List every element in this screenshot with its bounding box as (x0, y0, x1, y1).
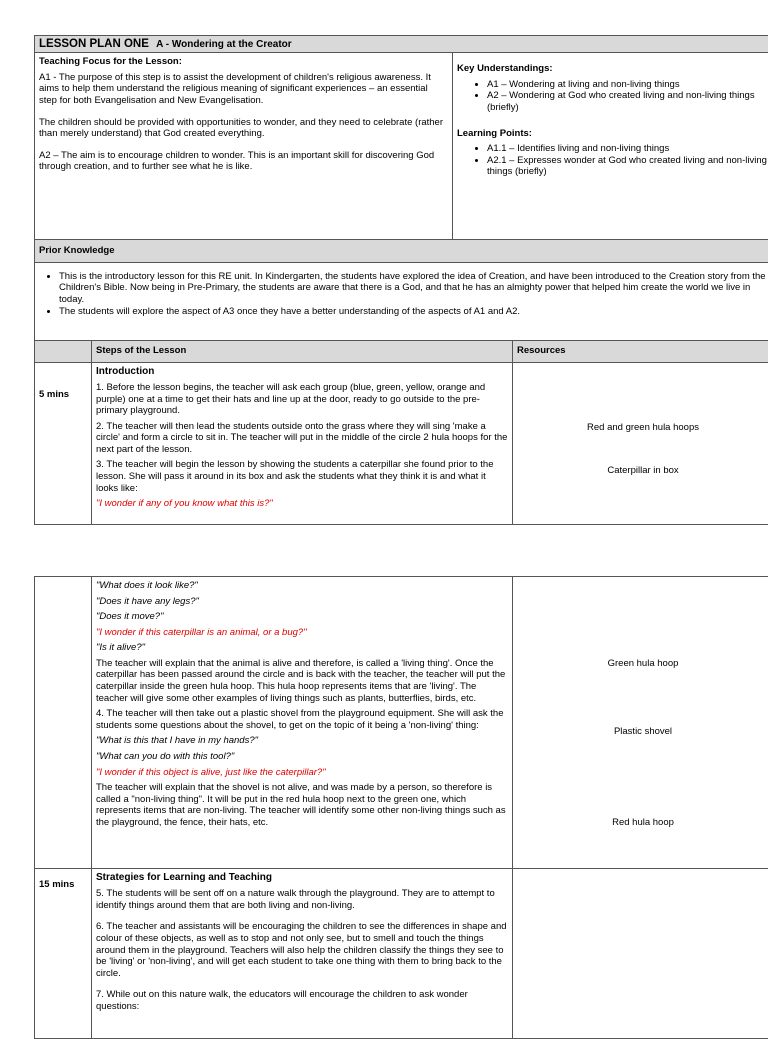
intro-heading: Introduction (96, 366, 508, 378)
intro-step: 3. The teacher will begin the lesson by showing the students a caterpillar she found prior to the lesson. She will pass it around in its box and ask the students what they think it is and what it looks like: (96, 459, 508, 494)
lesson-subtitle: A - Wondering at the Creator (156, 39, 292, 50)
focus-paragraph: A1 - The purpose of this step is to assist the development of children's religious awareness. It aims to help them understand the religious meaning of significant experiences – an essential step for both Evangelisation and New Evangelisation. (39, 72, 448, 107)
intro-time: 5 mins (35, 362, 92, 524)
learning-points-heading: Learning Points: (457, 128, 768, 140)
resource-item: Red hula hoop (517, 817, 768, 829)
step-text: 4. The teacher will then take out a plastic shovel from the playground equipment. She will ask the students some questions about the shovel, to get on the topic of it being a 'non-living' thing: (96, 708, 508, 731)
time-cell-empty (35, 577, 92, 869)
lesson-title-bar (35, 36, 768, 53)
continued-resources-cell (513, 577, 768, 869)
strategies-time: 15 mins (35, 869, 92, 1039)
explanation-text: The teacher will explain that the shovel is not alive, and was made by a person, so therefore is called a "non-living thing". It will be put in the red hula hoop next to the green one, which represents items that are non-living. The teacher will identify some other non-living things such as the playground, the fence, their hats, etc. (96, 782, 508, 828)
strategies-heading: Strategies for Learning and Teaching (96, 872, 508, 884)
prior-knowledge-heading: Prior Knowledge (35, 240, 768, 263)
prior-knowledge-list (39, 271, 768, 317)
strategy-step: 6. The teacher and assistants will be encouraging the children to see the differences in shape and colour of these objects, as well as to stop and not only see, but to smell and touch the things around them in the playground. Teachers will also help the children classify the things they see to be 'living' or 'non-living', and will get each student to take one thing with them to bring back to the circle. (96, 921, 508, 979)
intro-step: 2. The teacher will then lead the students outside onto the grass where they will sing 'make a circle' and form a circle to sit in. The teacher will put in the middle of the circle 2 hula hoops for the next part of the lesson. (96, 421, 508, 456)
question-text: "What can you do with this tool?" (96, 751, 508, 763)
learning-points-list (457, 143, 768, 178)
strategy-step: 5. The students will be sent off on a nature walk through the playground. They are to attempt to identify things around them that are both living and non-living. (96, 888, 508, 911)
resource-item: Plastic shovel (517, 726, 768, 738)
resources-header: Resources (513, 340, 768, 362)
resource-item: Green hula hoop (517, 658, 768, 670)
explanation-text: The teacher will explain that the animal is alive and therefore, is called a 'living thing'. Once the caterpillar has been passed around the circle and is back with the teacher, the teacher will put the caterpillar inside the green hula hoop. This hula hoop represents items that are 'living'. The teacher will give some other examples of living things such as plants, butterflies, birds, etc. (96, 658, 508, 704)
intro-step: 1. Before the lesson begins, the teacher will ask each group (blue, green, yellow, orange and purple) one at a time to get their hats and line up at the door, ready to go outside to the pre-primary playground. (96, 382, 508, 417)
question-text: "What does it look like?" (96, 580, 508, 592)
time-header-cell (35, 340, 92, 362)
resource-item: Red and green hula hoops (517, 422, 768, 434)
strategies-cell (92, 869, 513, 1039)
strategy-step: 7. While out on this nature walk, the educators will encourage the children to ask wonder questions: (96, 989, 508, 1012)
list-item: • A1.1 – Identifies living and non-living things (487, 143, 768, 155)
key-understandings-list (457, 79, 768, 114)
intro-steps-cell (92, 362, 513, 524)
intro-question: "I wonder if any of you know what this is?" (96, 498, 508, 510)
lesson-plan-table-1 (34, 35, 768, 525)
question-text: "What is this that I have in my hands?" (96, 735, 508, 747)
understandings-cell (453, 53, 768, 240)
list-item: • A2.1 – Expresses wonder at God who created living and non-living things (briefly) (487, 155, 768, 178)
resource-item: Caterpillar in box (517, 465, 768, 477)
wonder-question: "I wonder if this object is alive, just like the caterpillar?" (96, 767, 508, 779)
prior-knowledge-cell (35, 262, 768, 340)
list-item: • A1 – Wondering at living and non-living things (487, 79, 768, 91)
teaching-focus-cell (35, 53, 453, 240)
list-item: • This is the introductory lesson for this RE unit. In Kindergarten, the students have explored the idea of Creation, and have been introduced to the Creation story from the Children's Bible. Now being in Pre-Primary, the students are aware that there is a God, and that he has an almighty power that helped him create the world we live in today. (59, 271, 768, 306)
lesson-title: LESSON PLAN ONE (39, 38, 149, 50)
key-understandings-heading: Key Understandings: (457, 63, 768, 75)
lesson-plan-table-2 (34, 576, 768, 1039)
question-text: "Does it have any legs?" (96, 596, 508, 608)
question-text: "Is it alive?" (96, 642, 508, 654)
list-item: • A2 – Wondering at God who created living and non-living things (briefly) (487, 90, 768, 113)
continued-steps-cell (92, 577, 513, 869)
question-text: "Does it move?" (96, 611, 508, 623)
intro-resources-cell (513, 362, 768, 524)
list-item: • The students will explore the aspect of A3 once they have a better understanding of the aspects of A1 and A2. (59, 306, 768, 318)
strategies-resources-cell (513, 869, 768, 1039)
focus-paragraph: A2 – The aim is to encourage children to wonder. This is an important skill for discovering God through creation, and to further see what he is like. (39, 150, 448, 173)
steps-header: Steps of the Lesson (92, 340, 513, 362)
focus-paragraph: The children should be provided with opportunities to wonder, and they need to celebrate (rather than merely understand) that God created everything. (39, 117, 448, 140)
wonder-question: "I wonder if this caterpillar is an animal, or a bug?" (96, 627, 508, 639)
teaching-focus-heading: Teaching Focus for the Lesson: (39, 56, 448, 68)
